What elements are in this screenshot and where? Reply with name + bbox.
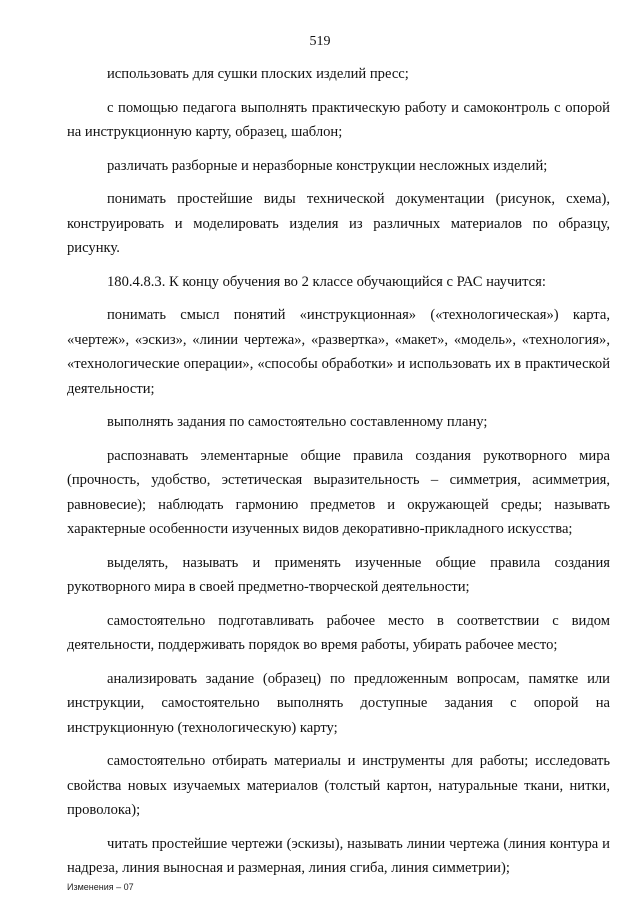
paragraph: самостоятельно подготавливать рабочее место в соответствии с видом деятельности, поддерживать порядок во время работы, убирать рабочее место; bbox=[67, 612, 610, 653]
paragraph: понимать смысл понятий «инструкционная» («технологическая») карта, «чертеж», «эскиз», «линии чертежа», «развертка», «макет», «модель», «технология», «технологические операции», «способы обработки» и использовать их в практической деятельности; bbox=[67, 307, 610, 397]
paragraph: анализировать задание (образец) по предложенным вопросам, памятке или инструкции, самостоятельно выполнять доступные задания с опорой на инструкционную (технологическую) карту; bbox=[67, 670, 610, 736]
paragraph: читать простейшие чертежи (эскизы), называть линии чертежа (линия контура и надреза, линия выносная и размерная, линия сгиба, линия симметрии); bbox=[67, 835, 610, 876]
footer-note: Изменения – 07 bbox=[67, 882, 134, 892]
paragraph: использовать для сушки плоских изделий пресс; bbox=[107, 66, 409, 82]
paragraph: самостоятельно отбирать материалы и инструменты для работы; исследовать свойства новых изучаемых материалов (толстый картон, натуральные ткани, нитки, проволока); bbox=[67, 753, 610, 818]
paragraph: выполнять задания по самостоятельно составленному плану; bbox=[107, 414, 488, 430]
document-body bbox=[67, 62, 610, 890]
paragraph: с помощью педагога выполнять практическую работу и самоконтроль с опорой на инструкционную карту, образец, шаблон; bbox=[67, 99, 610, 140]
paragraph: понимать простейшие виды технической документации (рисунок, схема), конструировать и моделировать изделия из различных материалов по образцу, рисунку. bbox=[67, 191, 610, 256]
paragraph: выделять, называть и применять изученные общие правила создания рукотворного мира в своей предметно-творческой деятельности; bbox=[67, 554, 610, 595]
page-number: 519 bbox=[309, 34, 331, 49]
paragraph: различать разборные и неразборные конструкции несложных изделий; bbox=[107, 157, 548, 174]
section-heading: 180.4.8.3. К концу обучения во 2 классе обучающийся с РАС научится: bbox=[107, 273, 546, 290]
paragraph: распознавать элементарные общие правила создания рукотворного мира (прочность, удобство, эстетическая выразительность – симметрия, асимметрия, равновесие); наблюдать гармонию предметов и окружающей среды; называть характерные особенности изученных видов декоративно-прикладного искусства; bbox=[67, 447, 610, 537]
